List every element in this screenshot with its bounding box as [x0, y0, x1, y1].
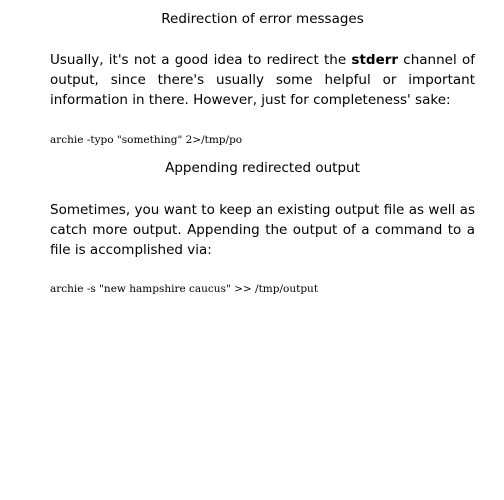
code-example-stderr-redirect: archie -typo "something" 2>/tmp/po	[50, 134, 243, 146]
paragraph-text: Usually, it's not a good idea to redirect the	[50, 52, 352, 68]
paragraph-appending: Sometimes, you want to keep an existing output file as well as catch more output. Appending the output of a command to a file is accomplished via:	[50, 202, 475, 258]
section-title-redirection-errors: Redirection of error messages	[161, 11, 364, 27]
stderr-term: stderr	[351, 52, 399, 68]
code-example-append-redirect: archie -s "new hampshire caucus" >> /tmp/output	[50, 283, 319, 295]
paragraph-stderr	[50, 50, 475, 110]
section-title-appending-output: Appending redirected output	[165, 160, 360, 176]
paragraph-text: channel of output, since there's usually some helpful or important information in there. However, just for completeness' sake:	[50, 52, 475, 108]
